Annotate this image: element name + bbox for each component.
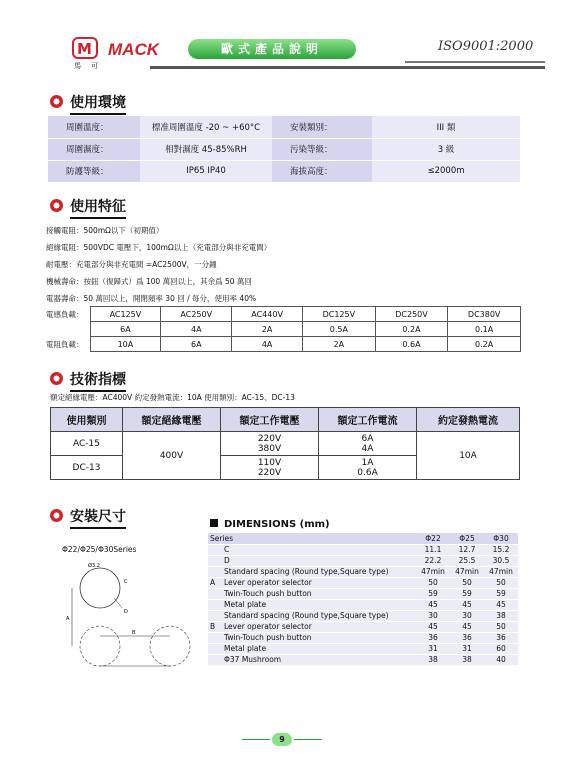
- table-cell: 11.1: [416, 544, 450, 555]
- table-cell: Standard spacing (Round type,Square type): [222, 566, 416, 577]
- table-cell: 4A: [161, 322, 232, 337]
- table-cell: Φ37 Mushroom: [222, 654, 416, 665]
- table-cell: DC-13: [51, 456, 123, 480]
- table-cell: 3 級: [372, 138, 520, 160]
- drawing-c-label: C: [124, 579, 128, 585]
- drawing-d-label: D: [124, 609, 128, 615]
- table-cell: AC-15: [51, 432, 123, 456]
- flower-icon: [50, 199, 63, 212]
- table-cell: 50: [484, 577, 518, 588]
- table-cell: Φ25: [450, 533, 484, 544]
- table-cell: 10A: [417, 432, 520, 480]
- table-cell: [208, 588, 222, 599]
- table-cell: 海拔高度：: [272, 160, 372, 182]
- table-cell: DC380V: [448, 307, 521, 322]
- table-cell: 污染等級：: [272, 138, 372, 160]
- table-cell: 45: [416, 621, 450, 632]
- table-cell: DC125V: [303, 307, 376, 322]
- logo: M: [72, 37, 98, 59]
- table-cell: 47min: [416, 566, 450, 577]
- table-cell: ≤2000m: [372, 160, 520, 182]
- table-cell: AC440V: [232, 307, 303, 322]
- table-cell: 50: [416, 577, 450, 588]
- table-cell: 45: [484, 599, 518, 610]
- table-cell: 50: [450, 577, 484, 588]
- tech-summary: 額定絕緣電壓：AC400V 約定發熱電流：10A 使用類別：AC-15、DC-13: [50, 393, 295, 402]
- table-cell: 30: [450, 610, 484, 621]
- table-cell: 0.6A: [375, 337, 448, 352]
- logo-sub: 馬可: [74, 62, 108, 70]
- load-table: [46, 306, 521, 352]
- table-cell: Metal plate: [222, 643, 416, 654]
- table-cell: Φ22: [416, 533, 450, 544]
- table-cell: 15.2: [484, 544, 518, 555]
- table-cell: 25.5: [450, 555, 484, 566]
- table-cell: [208, 566, 222, 577]
- table-cell: C: [222, 544, 416, 555]
- table-cell: 0.5A: [303, 322, 376, 337]
- table-cell: Lever operator selector: [222, 621, 416, 632]
- table-cell: 30.5: [484, 555, 518, 566]
- table-cell: 30: [416, 610, 450, 621]
- header-rule-thick: [150, 66, 545, 69]
- table-cell: 相對濕度 45-85%RH: [140, 138, 272, 160]
- env-table: [48, 116, 520, 183]
- table-cell: III 類: [372, 116, 520, 138]
- table-cell: Twin-Touch push button: [222, 588, 416, 599]
- table-cell: 31: [416, 643, 450, 654]
- flower-icon: [50, 509, 63, 522]
- feature-line: 接觸電阻：500mΩ以下（初期值）: [46, 226, 164, 235]
- table-cell: [208, 643, 222, 654]
- table-cell: 50: [484, 621, 518, 632]
- table-cell: 59: [484, 588, 518, 599]
- table-cell: 40: [484, 654, 518, 665]
- table-cell: 額定絕緣電壓: [123, 408, 221, 432]
- table-cell: 標准周圍溫度 -20 ~ +60°C: [140, 116, 272, 138]
- table-cell: IP65 IP40: [140, 160, 272, 182]
- table-cell: Series: [208, 533, 416, 544]
- drawing-b-label: B: [132, 630, 136, 636]
- table-cell: 59: [450, 588, 484, 599]
- table-cell: 59: [416, 588, 450, 599]
- tech-table: [50, 407, 520, 480]
- table-cell: 周圍濕度：: [48, 138, 140, 160]
- table-cell: 36: [484, 632, 518, 643]
- table-cell: 0.1A: [448, 322, 521, 337]
- table-cell: 1A 0.6A: [319, 456, 417, 480]
- table-cell: B: [208, 621, 222, 632]
- section-tech-heading: 技術指標: [50, 368, 550, 390]
- table-cell: [208, 599, 222, 610]
- page-number: 9: [272, 733, 292, 746]
- table-cell: 45: [450, 621, 484, 632]
- table-cell: 31: [450, 643, 484, 654]
- feature-line: 電器壽命：50 萬回以上，開閉頻率 30 回 / 每分，使用率 40%: [46, 294, 257, 303]
- table-cell: 2A: [232, 322, 303, 337]
- table-cell: 額定工作電壓: [221, 408, 319, 432]
- brand-name: MACK: [108, 40, 159, 59]
- drawing-a-label: A: [66, 616, 70, 622]
- table-cell: 45: [450, 599, 484, 610]
- drawing-dia-label: Ø3.2: [88, 563, 100, 569]
- table-cell: 0.2A: [375, 322, 448, 337]
- table-cell: 使用類別: [51, 408, 123, 432]
- table-cell: [208, 555, 222, 566]
- section-install-heading: 安裝尺寸: [50, 505, 210, 527]
- table-cell: Metal plate: [222, 599, 416, 610]
- section-features-heading: 使用特征: [50, 195, 550, 217]
- flower-icon: [50, 372, 63, 385]
- table-cell: 6A 4A: [319, 432, 417, 456]
- header-rule: [405, 61, 545, 63]
- table-cell: AC250V: [161, 307, 232, 322]
- table-cell: AC125V: [90, 307, 161, 322]
- table-cell: 約定發熱電流: [417, 408, 520, 432]
- banner-title: 歐式產品說明: [188, 39, 356, 59]
- table-cell: 12.7: [450, 544, 484, 555]
- footer-rule: [242, 739, 270, 740]
- feature-line: 絕緣電阻：500VDC 電壓下，100mΩ以上（充電部分與非充電間）: [46, 243, 272, 252]
- table-cell: [208, 610, 222, 621]
- table-cell: 38: [450, 654, 484, 665]
- table-cell: Φ30: [484, 533, 518, 544]
- dimensions-table: [208, 533, 518, 666]
- table-cell: 110V 220V: [221, 456, 319, 480]
- table-cell: 0.2A: [448, 337, 521, 352]
- series-label: Φ22/Φ25/Φ30Series: [62, 545, 137, 554]
- footer-rule: [294, 739, 322, 740]
- table-cell: 周圍溫度：: [48, 116, 140, 138]
- feature-line: 機械壽命：按鈕（復歸式）爲 100 萬回以上，其余爲 50 萬回: [46, 277, 252, 286]
- table-cell: [208, 654, 222, 665]
- table-cell: 60: [484, 643, 518, 654]
- table-cell: D: [222, 555, 416, 566]
- table-cell: 36: [450, 632, 484, 643]
- table-cell: 10A: [90, 337, 161, 352]
- flower-icon: [50, 95, 63, 108]
- feature-line: 耐電壓：充電部分與非充電間 =AC2500V，一分鐘: [46, 260, 217, 269]
- table-cell: 38: [484, 610, 518, 621]
- section-env-heading: 使用環境: [50, 91, 550, 113]
- table-cell: Twin-Touch push button: [222, 632, 416, 643]
- table-cell: 6A: [90, 322, 161, 337]
- table-cell: [208, 632, 222, 643]
- iso-label: ISO9001:2000: [438, 39, 534, 54]
- table-cell: 36: [416, 632, 450, 643]
- table-cell: 2A: [303, 337, 376, 352]
- table-cell: 安裝類別：: [272, 116, 372, 138]
- table-cell: 220V 380V: [221, 432, 319, 456]
- table-cell: 額定工作電流: [319, 408, 417, 432]
- table-cell: 45: [416, 599, 450, 610]
- table-cell: DC250V: [375, 307, 448, 322]
- table-cell: 防護等級：: [48, 160, 140, 182]
- table-cell: Standard spacing (Round type,Square type): [222, 610, 416, 621]
- dimensions-title: DIMENSIONS (mm): [210, 519, 330, 530]
- table-cell: 4A: [232, 337, 303, 352]
- table-cell: A: [208, 577, 222, 588]
- table-cell: 47min: [450, 566, 484, 577]
- table-cell: 47min: [484, 566, 518, 577]
- table-cell: [46, 322, 90, 337]
- table-cell: 38: [416, 654, 450, 665]
- table-cell: 電感負載：: [46, 309, 84, 319]
- mounting-drawing: [62, 558, 192, 678]
- table-cell: Lever operator selector: [222, 577, 416, 588]
- table-cell: 400V: [123, 432, 221, 480]
- table-cell: 22.2: [416, 555, 450, 566]
- table-cell: 電阻負載：: [46, 339, 84, 349]
- table-cell: [208, 544, 222, 555]
- table-cell: 6A: [161, 337, 232, 352]
